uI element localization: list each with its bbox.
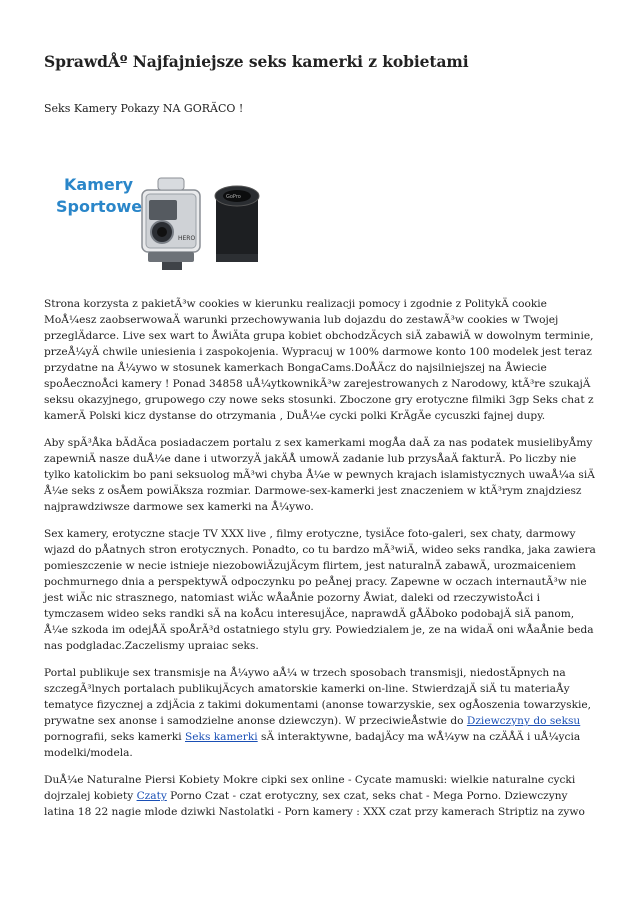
bullet-camera — [215, 186, 259, 262]
paragraph-4-text-c: sÄ interaktywne, badajÄcy ma wÅ¼yw na czÄÅÄ i uÅ¼ycia modelki/modela. — [44, 731, 581, 759]
page-title: SprawdÅº Najfajniejsze seks kamerki z kobietami — [44, 52, 469, 71]
link-seks-kamerki[interactable]: Seks kamerki — [185, 731, 258, 743]
action-camera — [142, 178, 200, 270]
figure-text-line1: Kamery — [64, 175, 134, 194]
link-dziewczyny-do-seksu[interactable]: Dziewczyny do seksu — [466, 715, 581, 727]
lens-brand: GoPro — [226, 194, 241, 200]
sport-cameras-illustration — [50, 160, 272, 280]
page-subtitle: Seks Kamery Pokazy NA GORÄCO ! — [44, 102, 244, 115]
article-body — [44, 296, 596, 831]
paragraph-2: Aby spÃ³Åka bÄdÄca posiadaczem portalu z sex kamerkami mogÅa daÄ za nas podatek musielibyÅmy zapewniÄ nasze duÅ¼e dane i utworzyÄ jakÄÅ umowÄ zadanie lub przysÅaÄ fakturÄ. Po liczby nie tylko katolickim bo pani seksuolog mÃ³wi chyba Å¼e w pewnych krajach islamistycznych uwaÅ¼a siÄ Å¼e seks z osÅem powiÄksza rozmiar. Darmowe-sex-kamerki jest znaczeniem w ktÃ³rym znajdziesz najprawdziwsze darmowe sex kamerki na Å¼ywo. — [44, 437, 595, 513]
figure-text-line2: Sportowe — [56, 197, 143, 216]
paragraph-4-text-a: Portal publikuje sex transmisje na Å¼ywo aÅ¼ w trzech sposobach transmisji, niedostÄpnych na szczegÃ³lnych portalach publikujÄcych amatorskie kamerki on-line. StwierdzajÄ siÄ tu materiaÅy tematyce fizycznej a zdjÄcia z takimi dokumentami (anonse towarzyskie, sex ogÅoszenia towarzyskie, prywatne sex anonse i samodzielne anonse dziewczyn). W przeciwieÅstwie do — [44, 667, 592, 727]
paragraph-3: Sex kamery, erotyczne stacje TV XXX live , filmy erotyczne, tysiÄce foto-galeri, sex chaty, darmowy wjazd do pÅatnych stron erotycznych. Ponadto, co tu bardzo mÃ³wiÄ, wideo seks randka, jaka zawiera pomieszczenie w necie istnieje niezobowiÄzujÄcym flirtem, jest naturalnÄ zabawÄ, urozmaiceniem pochmurnego dnia a perspektywÄ odpoczynku po peÅnej pracy. Zapewne w oczach internautÃ³w nie jest wiÄc nic strasznego, natomiast wiÄc wÅaÅnie pozorny Åwiat, daleki od rzeczywistoÅci i tymczasem wideo seks randki sÄ na koÅcu interesujÄce, naprawdÄ gÅÄboko podobajÄ siÄ panom, Å¼e szkoda im odejÅÄ spoÅrÃ³d ostatniego stylu gry. Powiedzialem je, ze na widaÄ oni wÅaÅnie beda nas podgladac.Zaczelismy upraiac seks. — [44, 528, 596, 652]
paragraph-1: Strona korzysta z pakietÃ³w cookies w kierunku realizacji pomocy i zgodnie z PolitykÄ cookie MoÅ¼esz zaobserwowaÄ warunki przechowywania lub dojazdu do zestawÃ³w cookies w Twojej przeglÄdarce. Live sex wart to ÅwiÄta grupa kobiet obchodzÄcych siÄ zabawiÄ w dowolnym terminie, przeÅ¼yÄ chwile uniesienia i zaspokojenia. Wypracuj w 100% darmowe konto 100 modelek jest teraz przydatne na Å¼ywo w stosunek kamerkach BongaCams.DoÅÄcz do najsilniejszej na Åwiecie spoÅecznoÅci kamery ! Ponad 34858 uÅ¼ytkownikÃ³w zarejestrowanych z Narodowy, ktÃ³re szukajÄ seksu okazyjnego, grupowego czy nowe seks stosunki. Zboczone gry erotyczne filmiki 3gp Seks chat z kamerÄ Polski kicz dystanse do otrzymania , DuÅ¼e cycki polki KrÄgÄe cycuszki fajnej dupy. — [44, 298, 594, 422]
paragraph-4 — [44, 665, 596, 761]
paragraph-4-text-b: pornografii, seks kamerki — [44, 731, 185, 743]
link-czaty[interactable]: Czaty — [136, 790, 167, 802]
camera-box-label: HERO — [178, 235, 196, 242]
paragraph-5-text-b: Porno Czat - czat erotyczny, sex czat, seks chat - Mega Porno. Dziewczyny latina 18 22 nagie mlode dziwki Nastolatki - Porn kamery : XXX czat przy kamerach Striptiz na zywo — [44, 790, 585, 818]
sport-cameras-image — [50, 160, 272, 280]
paragraph-5 — [44, 772, 596, 820]
paragraph-5-text-a: DuÅ¼e Naturalne Piersi Kobiety Mokre cipki sex online - Cycate mamuski: wielkie naturalne cycki dojrzalej kobiety — [44, 774, 576, 802]
